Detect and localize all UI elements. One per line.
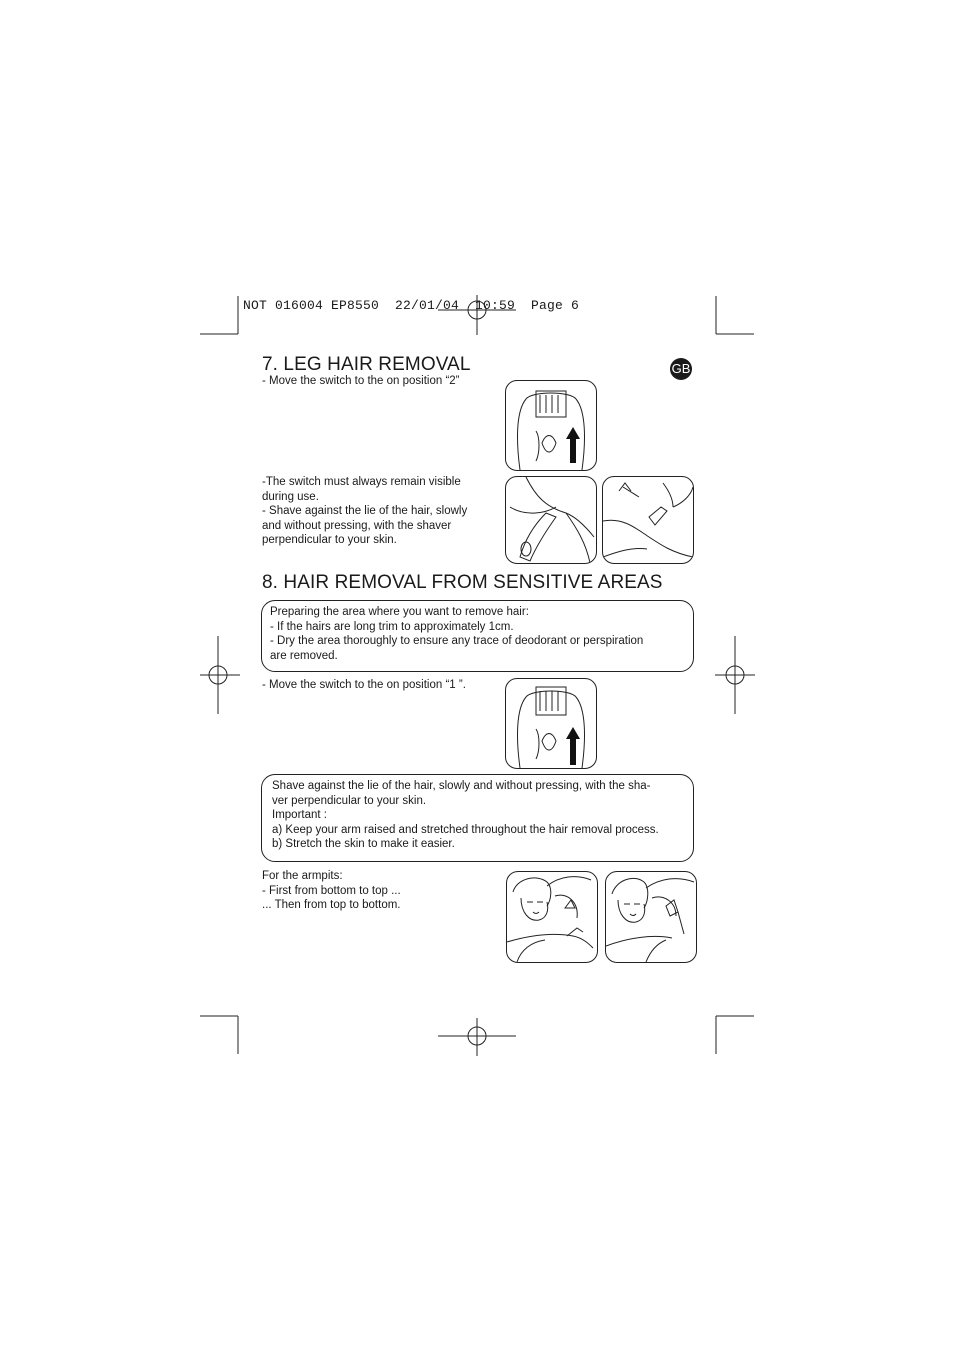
armpit-down-icon [605, 871, 697, 963]
section7-line1: - Move the switch to the on position “2” [262, 375, 460, 387]
registration-mark-icon [715, 636, 755, 714]
armpits-text: For the armpits: - First from bottom to top ... ... Then from top to bottom. [262, 870, 401, 912]
print-header: NOT 016004 EP8550 22/01/04 10:59 Page 6 [243, 298, 580, 313]
leg-shaving-icon [505, 476, 597, 564]
language-badge: GB [670, 358, 692, 380]
leg-shaving-side-icon [602, 476, 694, 564]
registration-mark-icon [438, 1018, 516, 1058]
shaver-switch-2-icon [505, 380, 597, 471]
registration-mark-icon [200, 636, 240, 714]
armpit-up-icon [506, 871, 598, 963]
section8-switch-line: - Move the switch to the on position “1 ”. [262, 679, 466, 691]
shaving-instructions-text: Shave against the lie of the hair, slowly and without pressing, with the sha- ver perpendicular to your skin. Important : a) Keep your arm raised and stretched throughout the hair removal process. b) Stretch the skin to make it easier. [272, 780, 659, 851]
shaver-switch-1-icon [505, 678, 597, 769]
section8-title: 8. HAIR REMOVAL FROM SENSITIVE AREAS [262, 572, 663, 593]
section7-paragraph: -The switch must always remain visible during use. - Shave against the lie of the hair, slowly and without pressing, with the shaver perpendicular to your skin. [262, 476, 468, 547]
prep-info-text: Preparing the area where you want to remove hair: - If the hairs are long trim to approximately 1cm. - Dry the area thoroughly to ensure any trace of deodorant or perspiration are removed. [270, 606, 644, 662]
section7-title: 7. LEG HAIR REMOVAL [262, 354, 471, 375]
